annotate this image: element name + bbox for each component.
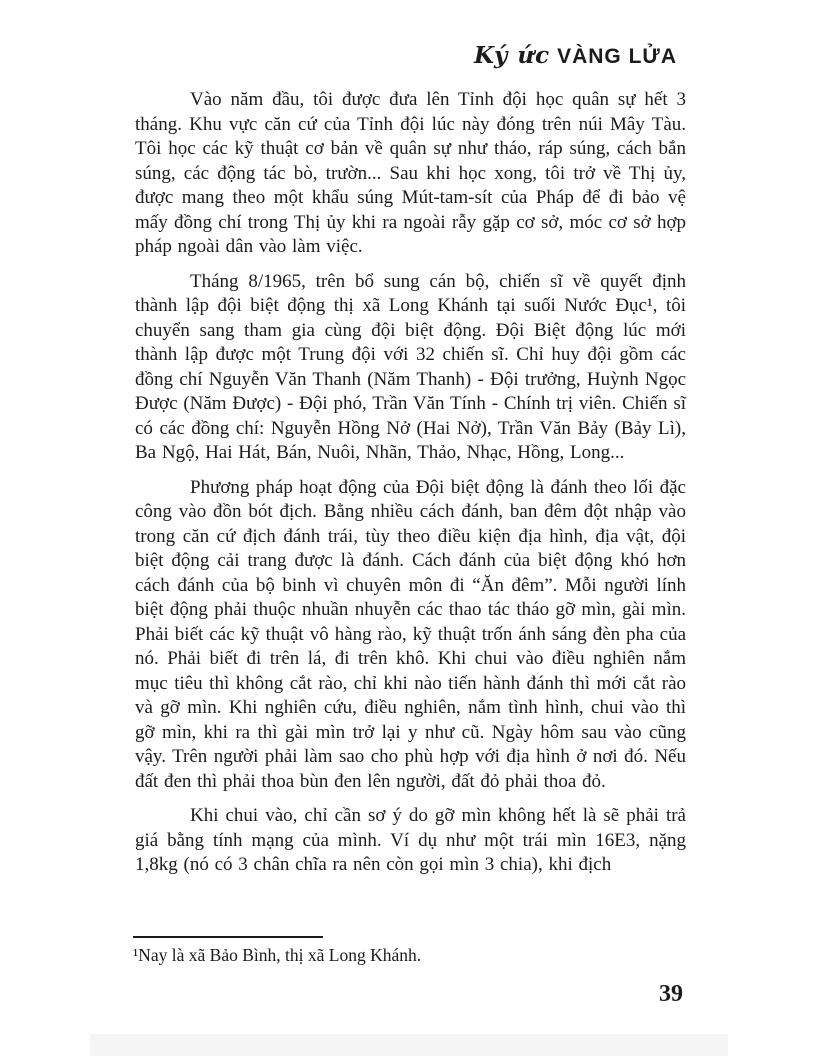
- page-body: [135, 88, 686, 888]
- running-header: [474, 44, 677, 67]
- paragraph: Vào năm đầu, tôi được đưa lên Tỉnh đội học quân sự hết 3 tháng. Khu vực căn cứ của Tỉnh đội lúc này đóng trên núi Mây Tàu. Tôi học các kỹ thuật cơ bản về quân sự như tháo, ráp súng, cách bắn súng, các động tác bò, trườn... Sau khi học xong, tôi trở về Thị ủy, được mang theo một khẩu súng Mút-tam-sít của Pháp để đi bảo vệ mấy đồng chí trong Thị ủy khi ra ngoài rẫy gặp cơ sở, móc cơ sở hợp pháp ngoài dân vào làm việc.: [135, 89, 686, 257]
- paragraph: Phương pháp hoạt động của Đội biệt động là đánh theo lối đặc công vào đồn bót địch. Bằng nhiều cách đánh, ban đêm đột nhập vào trong căn cứ địch đánh trái, tùy theo điều kiện địa hình, địa vật, đội biệt động cải trang được là đánh. Cách đánh của biệt động khó hơn cách đánh của bộ binh vì chuyên môn đi “Ăn đêm”. Mỗi người lính biệt động phải thuộc nhuần nhuyễn các thao tác tháo gỡ mìn, gài mìn. Phải biết các kỹ thuật vô hàng rào, kỹ thuật trốn ánh sáng đèn pha của nó. Phải biết đi trên lá, đi trên khô. Khi chui vào điều nghiên nắm mục tiêu thì không cắt rào, chỉ khi nào tiến hành đánh thì mới cắt rào và gỡ mìn. Khi nghiên cứu, điều nghiên, nắm tình hình, chui vào thì gỡ mìn, khi ra thì gài mìn trở lại y như cũ. Ngày hôm sau vào cũng vậy. Trên người phải làm sao cho phù hợp với địa hình ở nơi đó. Nếu đất đen thì phải thoa bùn đen lên người, đất đỏ phải thoa đỏ.: [135, 476, 686, 792]
- paragraph: Khi chui vào, chỉ cần sơ ý do gỡ mìn không hết là sẽ phải trả giá bằng tính mạng của mình. Ví dụ như một trái mìn 16E3, nặng 1,8kg (nó có 3 chân chĩa ra nên còn gọi mìn 3 chia), khi địch: [135, 805, 686, 875]
- page-number: 39: [659, 981, 683, 1007]
- paragraph: Tháng 8/1965, trên bổ sung cán bộ, chiến sĩ về quyết định thành lập đội biệt động thị xã Long Khánh tại suối Nước Đục¹, tôi chuyển sang tham gia cùng đội biệt động. Đội Biệt động lúc mới thành lập được một Trung đội với 32 chiến sĩ. Chỉ huy đội gồm các đồng chí Nguyễn Văn Thanh (Năm Thanh) - Đội trưởng, Huỳnh Ngọc Được (Năm Được) - Đội phó, Trần Văn Tính - Chính trị viên. Chiến sĩ có các đồng chí: Nguyễn Hồng Nở (Hai Nở), Trần Văn Bảy (Bảy Lì), Ba Ngộ, Hai Hát, Bán, Nuôi, Nhãn, Thảo, Nhạc, Hồng, Long...: [135, 270, 686, 463]
- scan-artifact-band: [90, 1034, 728, 1056]
- footnote-text: ¹Nay là xã Bảo Bình, thị xã Long Khánh.: [133, 945, 422, 965]
- footnote-divider: [133, 936, 323, 938]
- header-series-title: Ký ức: [474, 42, 551, 69]
- footnote-section: [133, 936, 684, 966]
- header-book-title: VÀNG LỬA: [557, 45, 677, 68]
